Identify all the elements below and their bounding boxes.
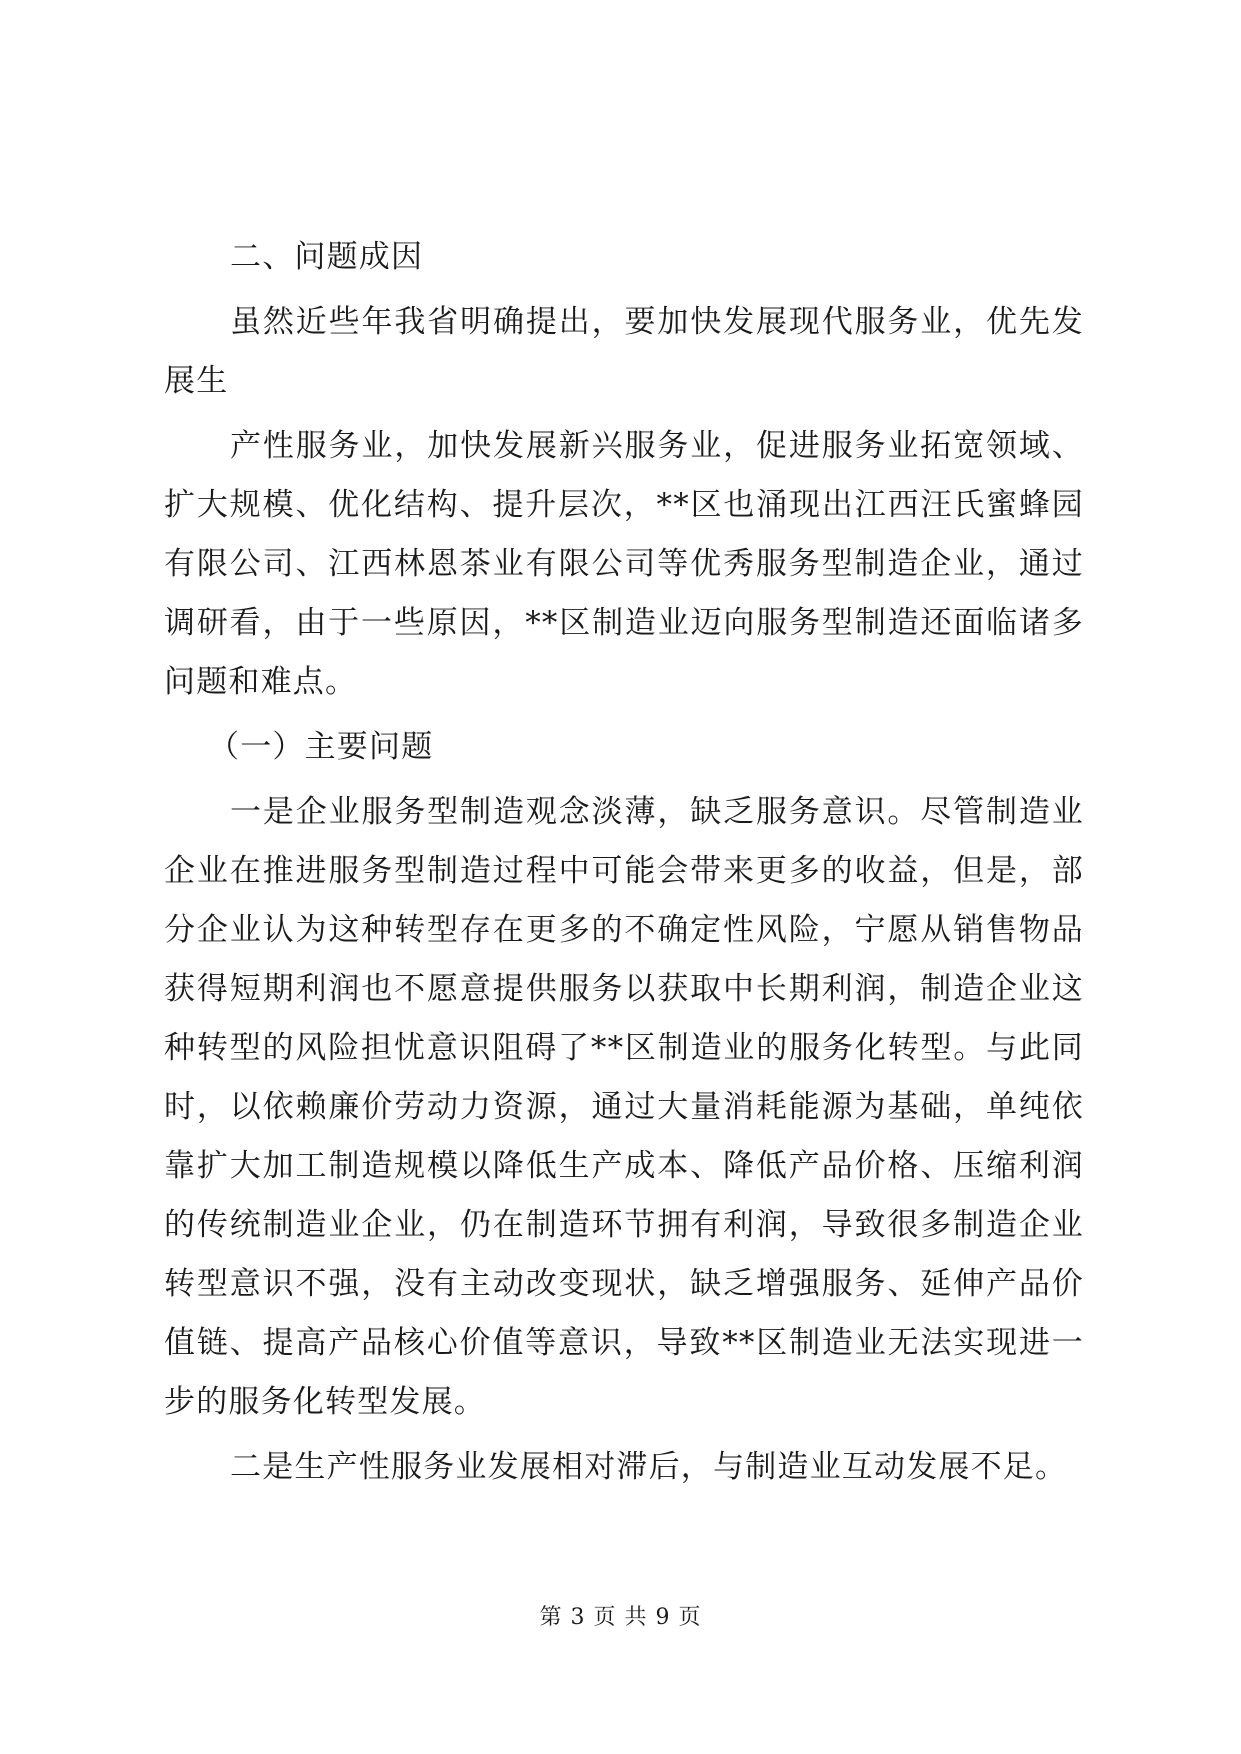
page-footer: 第 3 页 共 9 页 <box>539 1605 702 1630</box>
paragraph-intro-body: 产性服务业，加快发展新兴服务业，促进服务业拓宽领域、扩大规模、优化结构、提升层次，**区也涌现出江西汪氏蜜蜂园有限公司、江西林恩茶业有限公司等优秀服务型制造企业，通过调研看，由于一些原因，**区制造业迈向服务型制造还面临诸多问题和难点。 <box>164 428 1084 700</box>
paragraph-problem-one: 一是企业服务型制造观念淡薄，缺乏服务意识。尽管制造业企业在推进服务型制造过程中可能会带来更多的收益，但是，部分企业认为这种转型存在更多的不确定性风险，宁愿从销售物品获得短期利润也不愿意提供服务以获取中长期利润，制造企业这种转型的风险担忧意识阻碍了**区制造业的服务化转型。与此同时，以依赖廉价劳动力资源，通过大量消耗能源为基础，单纯依靠扩大加工制造规模以降低生产成本、降低产品价格、压缩利润的传统制造业企业，仍在制造环节拥有利润，导致很多制造企业转型意识不强，没有主动改变现状，缺乏增强服务、延伸产品价值链、提高产品核心价值等意识，导致**区制造业无法实现进一步的服务化转型发展。 <box>164 794 1084 1420</box>
paragraph-intro-line: 虽然近些年我省明确提出，要加快发展现代服务业，优先发展生 <box>164 304 1084 399</box>
document-body <box>164 228 1084 1497</box>
section-heading: 二、问题成因 <box>230 239 424 275</box>
paragraph-problem-two: 二是生产性服务业发展相对滞后，与制造业互动发展不足。 <box>230 1449 1068 1485</box>
subheading-main-problems: （一）主要问题 <box>208 729 434 765</box>
